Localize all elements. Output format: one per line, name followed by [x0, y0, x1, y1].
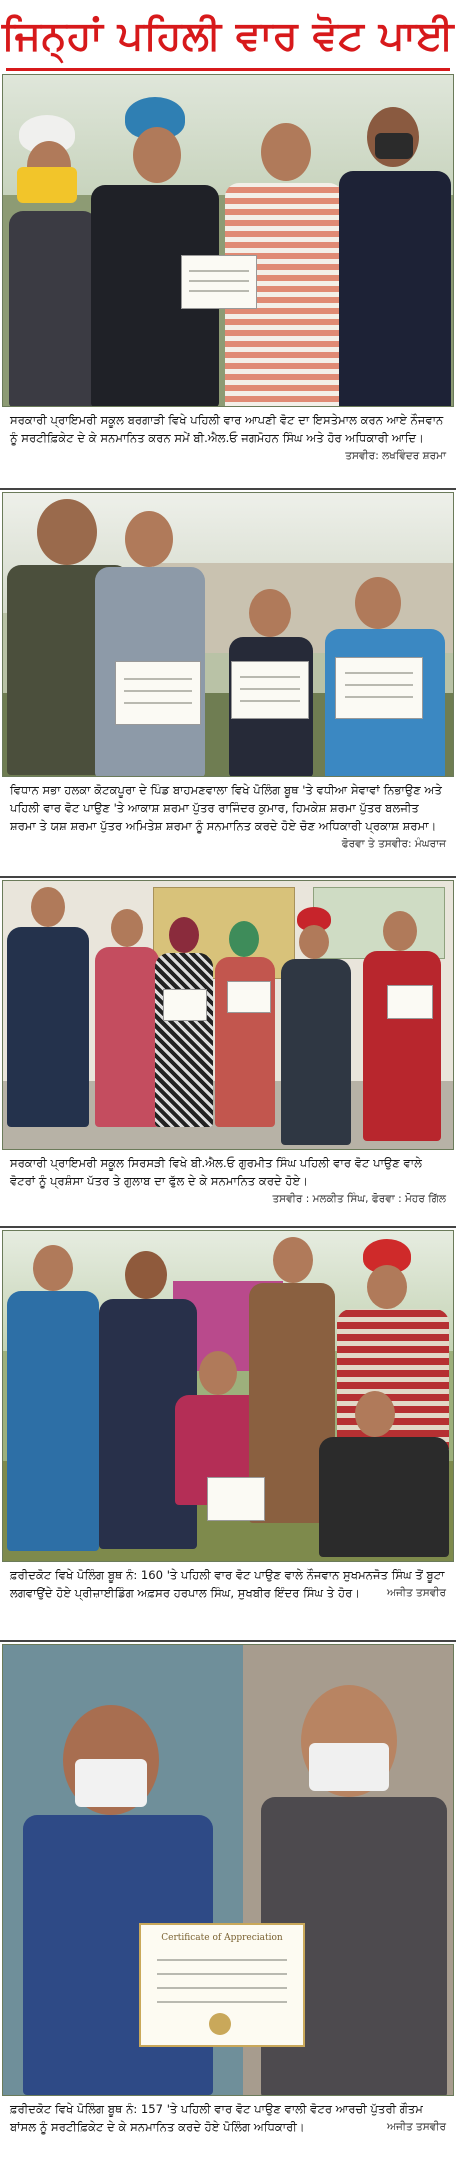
caption-text: ਸਰਕਾਰੀ ਪ੍ਰਾਇਮਰੀ ਸਕੂਲ ਸਿਰਸੜੀ ਵਿਖੇ ਬੀ.ਐਲ.ਓ ਗੁਰਮੀਤ ਸਿੰਘ ਪਹਿਲੀ ਵਾਰ ਵੋਟ ਪਾਉਣ ਵਾਲੇ ਵੋਟਰਾਂ ਨੂੰ ਪ੍ਰਸ਼ੰਸਾ ਪੱਤਰ ਤੇ ਗੁਲਾਬ ਦਾ ਫੁੱਲ ਦੇ ਕੇ ਸਨਮਾਨਿਤ ਕਰਦੇ ਹੋਏ।: [10, 1156, 422, 1188]
photo-1: [2, 74, 454, 407]
page-title: ਜਿਨ੍ਹਾਂ ਪਹਿਲੀ ਵਾਰ ਵੋਟ ਪਾਈ: [1, 13, 455, 59]
certificate: [335, 657, 423, 719]
certificate: [181, 255, 257, 309]
photo-2: [2, 492, 454, 777]
certificate-title: Certificate of Appreciation: [161, 1933, 283, 1943]
photo-credit: ਤਸਵੀਰ : ਮਲਕੀਤ ਸਿੰਘ, ਫੋਰਵਾ : ਮੋਹਰ ਗਿੱਲ: [272, 1193, 446, 1205]
certificate: [207, 1477, 265, 1521]
caption-text: ਸਰਕਾਰੀ ਪ੍ਰਾਇਮਰੀ ਸਕੂਲ ਬਰਗਾੜੀ ਵਿਖੇ ਪਹਿਲੀ ਵਾਰ ਆਪਣੀ ਵੋਟ ਦਾ ਇਸਤੇਮਾਲ ਕਰਨ ਆਏ ਨੌਜਵਾਨ ਨੂੰ ਸਰਟੀਫ਼ਿਕੇਟ ਦੇ ਕੇ ਸਨਮਾਨਿਤ ਕਰਨ ਸਮੇਂ ਬੀ.ਐਲ.ਓ ਜਗਮੋਹਨ ਸਿੰਘ ਅਤੇ ਹੋਰ ਅਧਿਕਾਰੀ ਆਦਿ।: [10, 413, 444, 445]
photo-credit: ਤਸਵੀਰ: ਲਖਵਿੰਦਰ ਸ਼ਰਮਾ: [345, 450, 446, 462]
certificate: [387, 985, 433, 1019]
divider: [0, 1226, 456, 1228]
page-header: [0, 0, 456, 72]
certificate: [115, 661, 201, 725]
certificate: [231, 661, 309, 719]
caption-2: [4, 779, 452, 875]
caption-5: [4, 2098, 452, 2174]
caption-text: ਫ਼ਰੀਦਕੋਟ ਵਿਖੇ ਪੋਲਿੰਗ ਬੂਥ ਨੰ: 160 'ਤੇ ਪਹਿਲੀ ਵਾਰ ਵੋਟ ਪਾਉਣ ਵਾਲੇ ਨੌਜਵਾਨ ਸੁਖਮਨਜੋਤ ਸਿੰਘ ਤੋਂ ਬੂਟਾ ਲਗਵਾਉਂਦੇ ਹੋਏ ਪ੍ਰੀਜ਼ਾਈਡਿੰਗ ਅਫ਼ਸਰ ਹਰਪਾਲ ਸਿੰਘ, ਸੁਖਬੀਰ ਇੰਦਰ ਸਿੰਘ ਤੇ ਹੋਰ।: [10, 1568, 445, 1600]
wall-chart: [313, 887, 445, 959]
photo-4: [2, 1230, 454, 1562]
certificate: [139, 1923, 305, 2047]
photo-5: [2, 1644, 454, 2096]
photo-credit: ਫੋਰਵਾ ਤੇ ਤਸਵੀਰ: ਮੰਘਰਾਜ: [341, 838, 446, 850]
caption-1: [4, 409, 452, 491]
divider: [0, 1640, 456, 1642]
caption-text: ਵਿਧਾਨ ਸਭਾ ਹਲਕਾ ਕੋਟਕਪੂਰਾ ਦੇ ਪਿੰਡ ਬਾਹਮਣਵਾਲਾ ਵਿਖੇ ਪੋਲਿੰਗ ਬੂਥ 'ਤੇ ਵਧੀਆ ਸੇਵਾਵਾਂ ਨਿਭਾਉਣ ਅਤੇ ਪਹਿਲੀ ਵਾਰ ਵੋਟ ਪਾਉਣ 'ਤੇ ਆਕਾਸ਼ ਸ਼ਰਮਾ ਪੁੱਤਰ ਰਾਜਿੰਦਰ ਕੁਮਾਰ, ਹਿਮਕੇਸ਼ ਸ਼ਰਮਾ ਪੁੱਤਰ ਬਲਜੀਤ ਸ਼ਰਮਾ ਤੇ ਯਸ਼ ਸ਼ਰਮਾ ਪੁੱਤਰ ਅਮਿਤੇਸ਼ ਸ਼ਰਮਾ ਨੂੰ ਸਨਮਾਨਿਤ ਕਰਦੇ ਹੋਏ ਚੋਣ ਅਧਿਕਾਰੀ ਪ੍ਰਕਾਸ਼ ਸ਼ਰਮਾ।: [10, 783, 442, 833]
divider: [0, 876, 456, 878]
photo-credit: ਅਜੀਤ ਤਸਵੀਰ: [386, 2121, 446, 2133]
caption-4: [4, 1564, 452, 1640]
photo-credit: ਅਜੀਤ ਤਸਵੀਰ: [386, 1587, 446, 1599]
seal-icon: [209, 2013, 231, 2035]
caption-3: [4, 1152, 452, 1226]
caption-text: ਫ਼ਰੀਦਕੋਟ ਵਿਖੇ ਪੋਲਿੰਗ ਬੂਥ ਨੰ: 157 'ਤੇ ਪਹਿਲੀ ਵਾਰ ਵੋਟ ਪਾਉਣ ਵਾਲੀ ਵੋਟਰ ਆਰਚੀ ਪੁੱਤਰੀ ਗੌਤਮ ਬਾਂਸਲ ਨੂੰ ਸਰਟੀਫ਼ਿਕੇਟ ਦੇ ਕੇ ਸਨਮਾਨਿਤ ਕਰਦੇ ਹੋਏ ਪੋਲਿੰਗ ਅਧਿਕਾਰੀ।: [10, 2102, 423, 2134]
certificate: [227, 981, 271, 1013]
certificate: [163, 989, 207, 1021]
header-underline: [6, 68, 450, 71]
divider: [0, 488, 456, 490]
photo-3: [2, 880, 454, 1150]
